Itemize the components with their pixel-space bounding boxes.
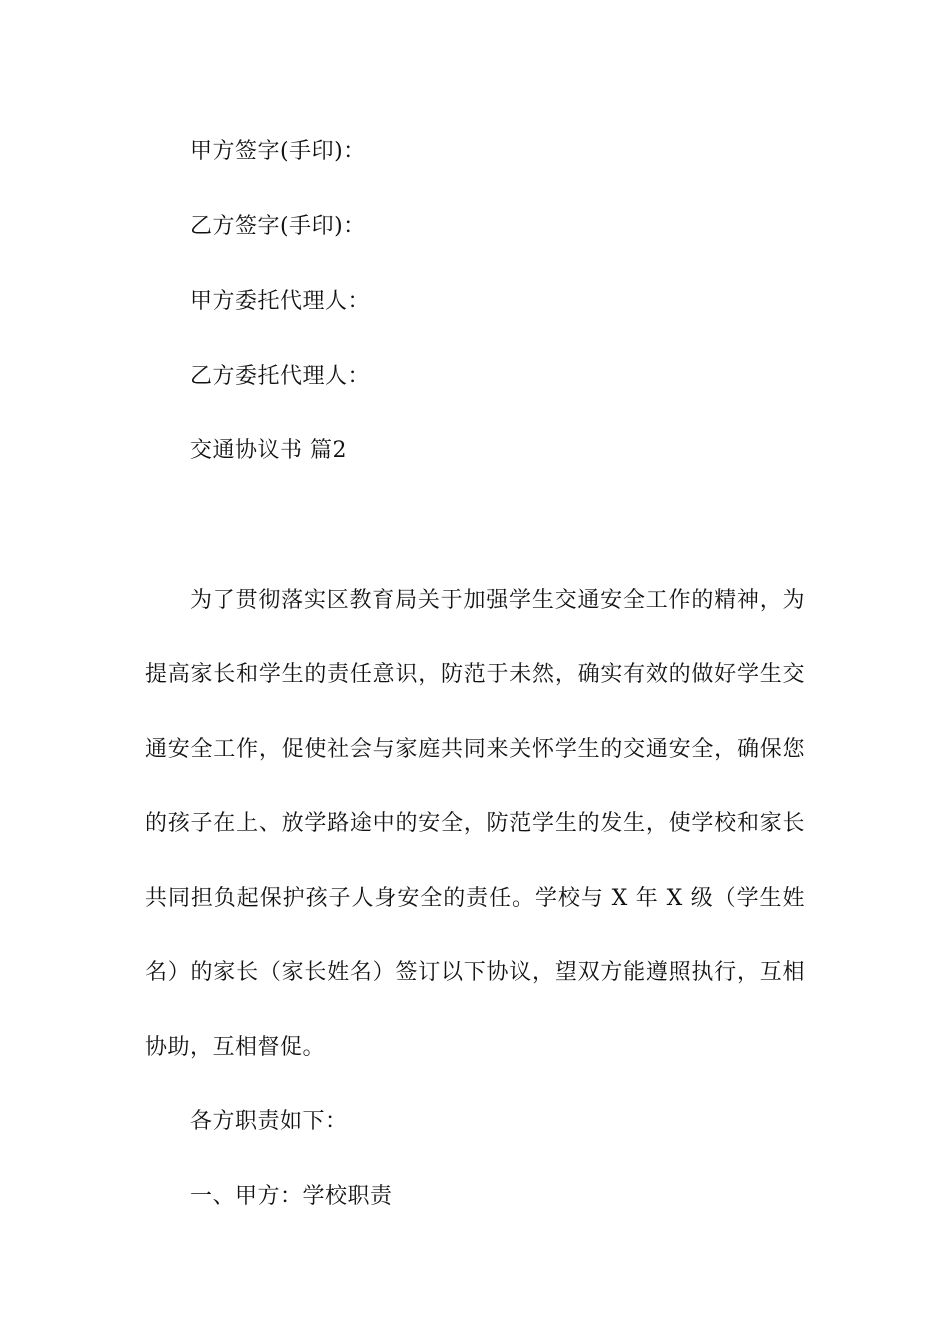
paragraph-line-4: 的孩子在上、放学路途中的安全，防范学生的发生，使学校和家长 bbox=[145, 811, 805, 836]
party-a-duties-heading: 一、甲方：学校职责 bbox=[190, 1184, 393, 1209]
paragraph-line-1: 为了贯彻落实区教育局关于加强学生交通安全工作的精神，为 bbox=[190, 588, 805, 613]
party-a-agent-line: 甲方委托代理人： bbox=[190, 289, 371, 314]
paragraph-line-6: 名）的家长（家长姓名）签订以下协议，望双方能遵照执行，互相 bbox=[145, 960, 805, 985]
paragraph-line-3: 通安全工作，促使社会与家庭共同来关怀学生的交通安全，确保您 bbox=[145, 737, 805, 762]
party-a-signature-line: 甲方签字(手印)： bbox=[190, 139, 366, 164]
party-b-signature-line: 乙方签字(手印)： bbox=[190, 214, 366, 239]
paragraph-line-5: 共同担负起保护孩子人身安全的责任。学校与 X 年 X 级（学生姓 bbox=[145, 886, 805, 911]
paragraph-line-7: 协助，互相督促。 bbox=[145, 1035, 326, 1060]
section-title: 交通协议书 篇2 bbox=[190, 438, 347, 463]
duties-heading: 各方职责如下： bbox=[190, 1109, 348, 1134]
paragraph-line-2: 提高家长和学生的责任意识，防范于未然，确实有效的做好学生交 bbox=[145, 662, 805, 687]
party-b-agent-line: 乙方委托代理人： bbox=[190, 364, 371, 389]
